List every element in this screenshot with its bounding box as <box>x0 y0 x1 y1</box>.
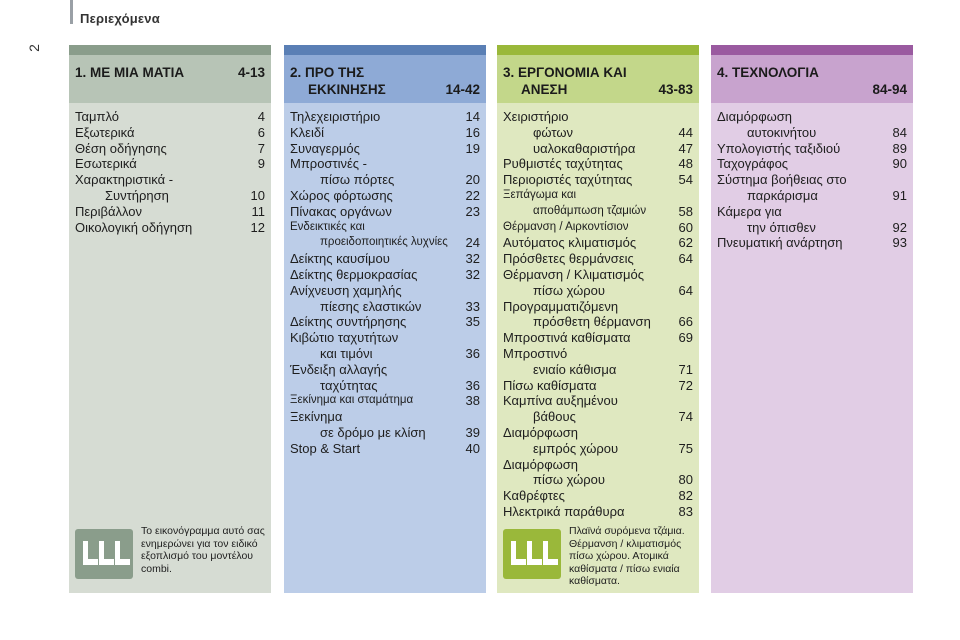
toc-entry[interactable] <box>717 172 907 204</box>
seats-icon <box>75 529 133 579</box>
toc-entry-title-cont: πίσω χώρου <box>533 282 606 298</box>
toc-entry-page: 71 <box>678 361 693 377</box>
toc-entry-title: Μπροστινά καθίσματα <box>503 330 631 346</box>
toc-entry-title: Χώρος φόρτωσης <box>290 187 393 203</box>
toc-entry[interactable] <box>290 362 480 394</box>
section-title-line2: ΑΝΕΣΗ <box>521 82 568 97</box>
toc-list <box>69 103 271 235</box>
toc-entry[interactable] <box>290 125 480 141</box>
toc-entry-page: 91 <box>892 187 907 203</box>
section-body <box>284 103 486 593</box>
toc-entry-title: Ξεπάγωμα και <box>503 188 577 201</box>
section-title: 4. ΤΕΧΝΟΛΟΓΙΑ <box>717 65 819 80</box>
toc-entry[interactable] <box>290 188 480 204</box>
section-page-range: 84-94 <box>872 82 907 97</box>
toc-entry-page: 47 <box>678 140 693 156</box>
toc-entry[interactable] <box>75 204 265 220</box>
toc-entry-title: Ηλεκτρικά παράθυρα <box>503 503 625 519</box>
toc-entry-title: Κάμερα για <box>717 203 782 219</box>
toc-entry-page: 64 <box>678 282 693 298</box>
toc-entry-page: 20 <box>465 172 480 188</box>
toc-entry[interactable] <box>503 220 693 236</box>
toc-entry[interactable] <box>717 204 907 236</box>
toc-entry-page: 93 <box>892 235 907 251</box>
toc-entry-title: Κλειδί <box>290 124 324 140</box>
toc-entry[interactable] <box>503 393 693 425</box>
toc-entry[interactable] <box>290 314 480 330</box>
toc-entry-page: 66 <box>678 314 693 330</box>
toc-entry-title: Χειριστήριο <box>503 109 569 124</box>
toc-entry-title-cont: υαλοκαθαριστήρα <box>533 140 636 156</box>
page-number: 2 <box>25 44 42 52</box>
toc-entry-title: Δείκτης καυσίμου <box>290 251 390 267</box>
toc-entry-page: 83 <box>678 503 693 519</box>
toc-entry-page: 32 <box>465 251 480 267</box>
toc-entry-title-cont: παρκάρισμα <box>747 187 818 203</box>
toc-entry-title: Ταχογράφος <box>717 156 789 172</box>
section-header[interactable] <box>497 55 699 103</box>
toc-entry-page: 36 <box>465 345 480 361</box>
toc-entry[interactable] <box>503 251 693 267</box>
toc-entry-title-cont: ταχύτητας <box>320 377 378 393</box>
toc-entry[interactable] <box>503 425 693 457</box>
toc-entry-page: 80 <box>678 472 693 488</box>
toc-entry[interactable] <box>75 172 265 204</box>
toc-entry-title: Διαμόρφωση <box>503 456 579 472</box>
toc-entry-title: Τηλεχειριστήριο <box>290 109 381 124</box>
toc-entry-page: 48 <box>678 156 693 172</box>
section-color-strip <box>497 45 699 55</box>
toc-entry-title: Μπροστινό <box>503 345 568 361</box>
section-color-strip <box>284 45 486 55</box>
toc-entry-page: 40 <box>465 440 480 456</box>
section-body <box>497 103 699 593</box>
header-accent-bar <box>70 0 73 24</box>
section-body <box>711 103 913 593</box>
toc-entry-page: 60 <box>678 219 693 235</box>
toc-entry[interactable] <box>503 299 693 331</box>
toc-entry-page: 9 <box>257 156 265 172</box>
toc-entry[interactable] <box>75 109 265 125</box>
toc-entry-title: Κιβώτιο ταχυτήτων <box>290 330 399 346</box>
toc-entry-title-cont: προειδοποιητικές λυχνίες <box>320 236 448 249</box>
toc-entry[interactable] <box>75 156 265 172</box>
toc-entry[interactable] <box>290 141 480 157</box>
toc-entry-page: 32 <box>465 266 480 282</box>
toc-entry-title-cont: εμπρός χώρου <box>533 440 619 456</box>
toc-entry-title: Συναγερμός <box>290 140 360 156</box>
toc-entry[interactable] <box>290 393 480 409</box>
toc-entry[interactable] <box>717 235 907 251</box>
info-note-text: Πλαϊνά συρόμενα τζάμια. Θέρμανση / κλιματισμός πίσω χώρου. Ατομικά καθίσματα / πίσω ενιαία καθίσματα. <box>569 525 685 587</box>
section-page-range: 4-13 <box>237 65 265 80</box>
toc-entry[interactable] <box>717 141 907 157</box>
section-column-4 <box>711 45 913 593</box>
toc-entry-page: 89 <box>892 140 907 156</box>
toc-entry-title: Καθρέφτες <box>503 488 565 504</box>
toc-entry[interactable] <box>503 188 693 220</box>
toc-entry-page: 22 <box>465 187 480 203</box>
toc-entry-page: 12 <box>250 219 265 235</box>
toc-entry-page: 23 <box>465 203 480 219</box>
toc-entry-page: 54 <box>678 172 693 188</box>
toc-entry-page: 39 <box>465 424 480 440</box>
toc-entry-title-cont: Συντήρηση <box>105 187 169 203</box>
toc-entry[interactable] <box>503 457 693 489</box>
toc-entry-title-cont: αποθάμπωση τζαμιών <box>533 204 647 217</box>
toc-entry[interactable] <box>503 172 693 188</box>
toc-list <box>284 103 486 457</box>
toc-entry-title-cont: βάθους <box>533 409 576 425</box>
section-page-range: 43-83 <box>658 82 693 97</box>
info-note <box>503 525 693 585</box>
toc-entry[interactable] <box>290 441 480 457</box>
toc-entry-page: 82 <box>678 488 693 504</box>
toc-entry-page: 16 <box>465 124 480 140</box>
toc-entry-title-cont: την όπισθεν <box>747 219 816 235</box>
section-column-1 <box>69 45 271 593</box>
toc-entry[interactable] <box>290 330 480 362</box>
page-title: Περιεχόμενα <box>80 11 160 26</box>
toc-entry[interactable] <box>503 141 693 157</box>
toc-entry[interactable] <box>290 283 480 315</box>
section-title: 1. ΜΕ ΜΙΑ ΜΑΤΙΑ <box>75 65 185 80</box>
toc-entry[interactable] <box>503 504 693 520</box>
toc-entry-title: Ένδειξη αλλαγής <box>290 361 388 377</box>
toc-entry-title-cont: πίσω χώρου <box>533 472 606 488</box>
toc-entry-title: Πνευματική ανάρτηση <box>717 235 843 251</box>
toc-entry-page: 92 <box>892 219 907 235</box>
toc-entry-page: 6 <box>257 124 265 140</box>
toc-entry-page: 36 <box>465 377 480 393</box>
section-title-line2: ΕΚΚΙΝΗΣΗΣ <box>308 82 386 97</box>
section-body <box>69 103 271 593</box>
toc-entry-title: Δείκτης συντήρησης <box>290 314 407 330</box>
toc-entry-title: Θέρμανση / Κλιματισμός <box>503 266 644 282</box>
toc-entry-page: 38 <box>465 393 480 409</box>
toc-entry-title-cont: φώτων <box>533 124 573 140</box>
toc-entry-title: Ενδεικτικές και <box>290 220 365 233</box>
toc-entry-page: 7 <box>257 140 265 156</box>
toc-entry-page: 44 <box>678 124 693 140</box>
toc-entry[interactable] <box>75 125 265 141</box>
seats-icon <box>503 529 561 579</box>
toc-entry[interactable] <box>503 267 693 299</box>
toc-entry-page: 84 <box>892 124 907 140</box>
section-title: 3. ΕΡΓΟΝΟΜΙΑ ΚΑΙ <box>503 65 627 80</box>
toc-entry-title: Διαμόρφωση <box>503 424 579 440</box>
toc-entry[interactable] <box>75 220 265 236</box>
toc-entry-page: 14 <box>465 109 480 124</box>
toc-entry-title: Περιβάλλον <box>75 203 142 219</box>
toc-entry-page: 33 <box>465 298 480 314</box>
toc-entry-title: Θέση οδήγησης <box>75 140 167 156</box>
section-header[interactable] <box>284 55 486 103</box>
toc-list <box>711 103 913 251</box>
toc-entry-title: Μπροστινές - <box>290 156 367 172</box>
toc-entry[interactable] <box>503 488 693 504</box>
toc-entry[interactable] <box>290 409 480 441</box>
toc-entry[interactable] <box>503 330 693 346</box>
toc-entry-title-cont: ενιαίο κάθισμα <box>533 361 617 377</box>
toc-entry-title: Ξεκίνημα <box>290 409 343 425</box>
toc-entry[interactable] <box>503 346 693 378</box>
toc-entry-title: Διαμόρφωση <box>717 109 793 124</box>
toc-entry-page: 4 <box>257 109 265 124</box>
toc-entry-page: 90 <box>892 156 907 172</box>
toc-entry-title: Δείκτης θερμοκρασίας <box>290 266 418 282</box>
toc-entry[interactable] <box>290 267 480 283</box>
toc-entry-title: Εσωτερικά <box>75 156 137 172</box>
toc-entry-page: 10 <box>250 187 265 203</box>
toc-entry-page: 69 <box>678 330 693 346</box>
toc-entry[interactable] <box>290 251 480 267</box>
toc-entry-title: Πρόσθετες θερμάνσεις <box>503 251 634 267</box>
toc-entry-title-cont: πίσω πόρτες <box>320 172 395 188</box>
toc-entry-title-cont: πίεσης ελαστικών <box>320 298 422 314</box>
section-color-strip <box>711 45 913 55</box>
toc-entry-title-cont: πρόσθετη θέρμανση <box>533 314 651 330</box>
toc-entry-page: 19 <box>465 140 480 156</box>
toc-entry-title: Περιοριστές ταχύτητας <box>503 172 633 188</box>
toc-entry[interactable] <box>503 156 693 172</box>
toc-entry-title: Οικολογική οδήγηση <box>75 219 193 235</box>
toc-entry-title: Σύστημα βοήθειας στο <box>717 172 847 188</box>
toc-entry[interactable] <box>717 109 907 141</box>
toc-entry[interactable] <box>290 156 480 188</box>
toc-entry[interactable] <box>503 109 693 141</box>
section-page-range: 14-42 <box>445 82 480 97</box>
toc-entry-title: Αυτόματος κλιματισμός <box>503 235 637 251</box>
toc-entry-title: Υπολογιστής ταξιδιού <box>717 140 841 156</box>
toc-entry[interactable] <box>503 378 693 394</box>
toc-entry-title: Ξεκίνημα και σταμάτημα <box>290 394 414 407</box>
section-color-strip <box>69 45 271 55</box>
toc-entry-page: 75 <box>678 440 693 456</box>
toc-entry-page: 35 <box>465 314 480 330</box>
section-title: 2. ΠΡΟ ΤΗΣ <box>290 65 365 80</box>
toc-entry-title-cont: και τιμόνι <box>320 345 373 361</box>
toc-entry-page: 58 <box>678 203 693 219</box>
toc-entry[interactable] <box>503 235 693 251</box>
toc-entry-title: Ταμπλό <box>75 109 120 124</box>
toc-entry[interactable] <box>717 156 907 172</box>
toc-entry-page: 64 <box>678 251 693 267</box>
toc-entry-title-cont: αυτοκινήτου <box>747 124 817 140</box>
toc-entry-title: Πίνακας οργάνων <box>290 203 392 219</box>
toc-entry-title: Καμπίνα αυξημένου <box>503 393 618 409</box>
section-column-2 <box>284 45 486 593</box>
toc-entry-title-cont: σε δρόμο με κλίση <box>320 424 426 440</box>
section-column-3 <box>497 45 699 593</box>
toc-entry-page: 24 <box>465 235 480 251</box>
toc-entry[interactable] <box>290 220 480 252</box>
toc-entry-page: 11 <box>251 203 265 219</box>
section-header[interactable] <box>711 55 913 103</box>
toc-entry-title: Χαρακτηριστικά - <box>75 172 174 188</box>
toc-entry-title: Θέρμανση / Αιρκοντίσιον <box>503 220 629 233</box>
info-note-text: Το εικονόγραμμα αυτό σας ενημερώνει για τον ειδικό εξοπλισμό του μοντέλου combi. <box>141 525 265 575</box>
toc-entry[interactable] <box>75 141 265 157</box>
toc-entry-title: Εξωτερικά <box>75 124 135 140</box>
toc-entry-title: Ανίχνευση χαμηλής <box>290 282 402 298</box>
toc-entry[interactable] <box>290 204 480 220</box>
toc-entry[interactable] <box>290 109 480 125</box>
toc-entry-title: Πίσω καθίσματα <box>503 377 597 393</box>
info-note <box>75 525 265 585</box>
section-header[interactable] <box>69 55 271 103</box>
toc-entry-page: 72 <box>678 377 693 393</box>
toc-entry-page: 74 <box>678 409 693 425</box>
toc-entry-title: Stop & Start <box>290 440 361 456</box>
toc-entry-title: Προγραμματιζόμενη <box>503 298 619 314</box>
toc-entry-title: Ρυθμιστές ταχύτητας <box>503 156 623 172</box>
toc-list <box>497 103 699 520</box>
toc-entry-page: 62 <box>678 235 693 251</box>
